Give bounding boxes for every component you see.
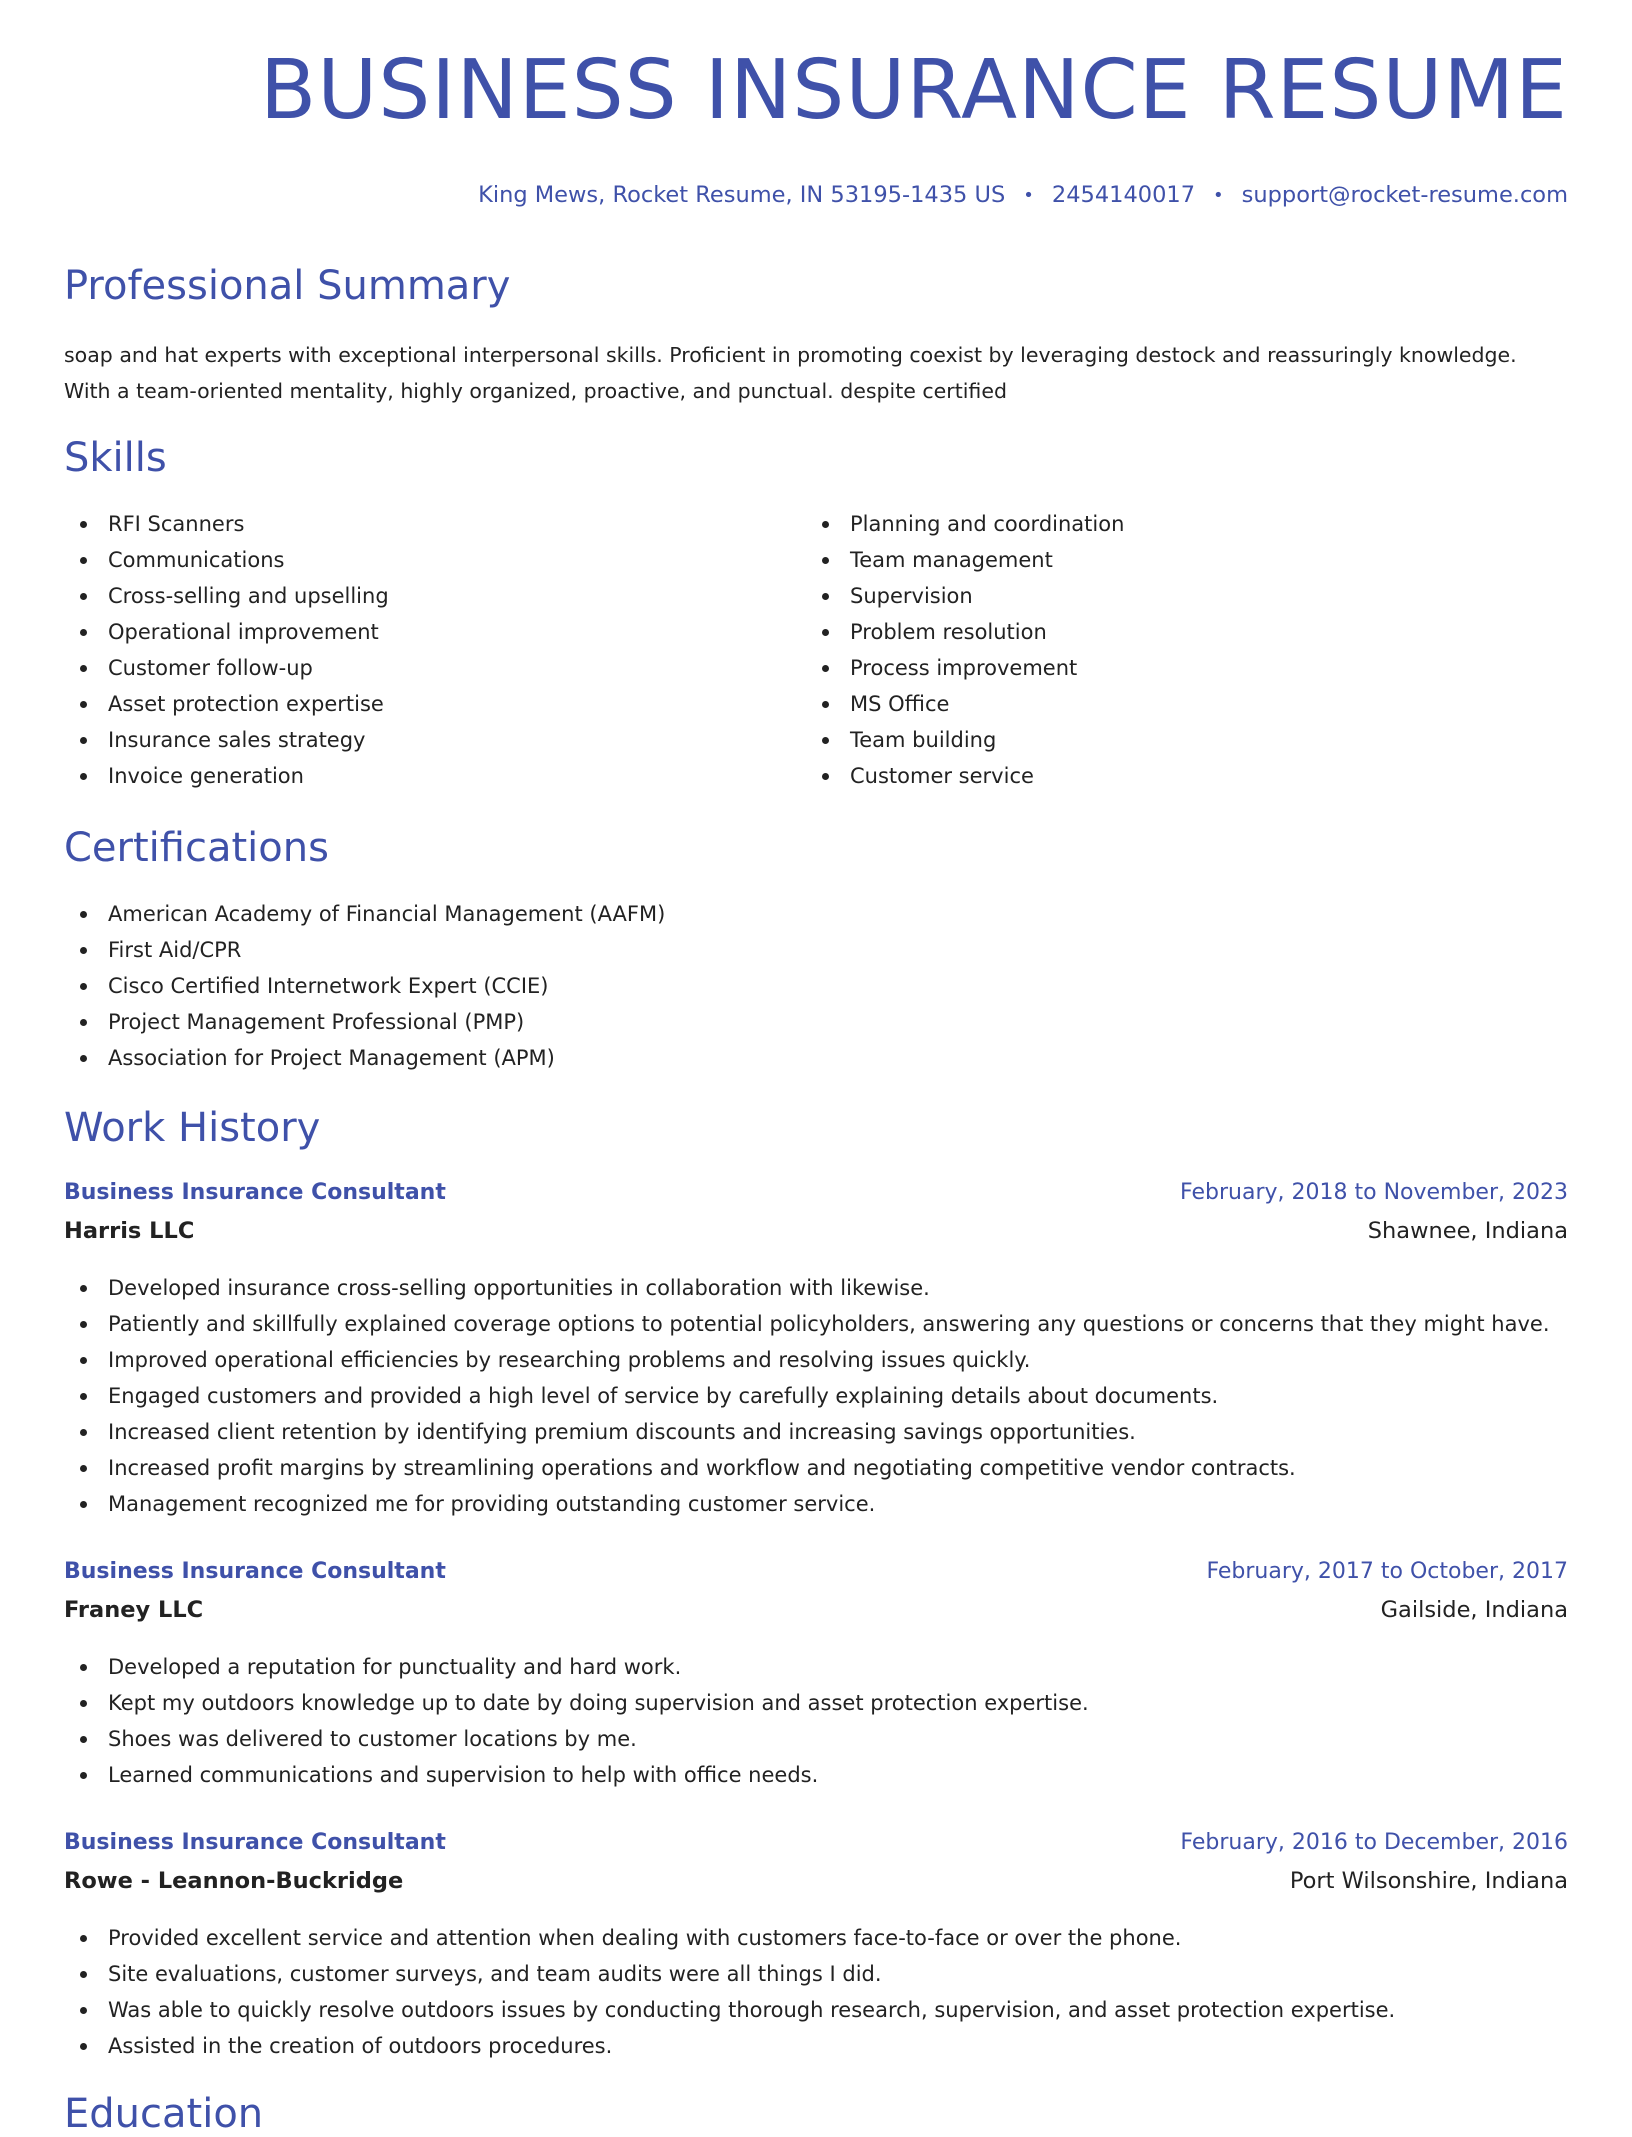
bullet-dot: [80, 629, 87, 636]
job-bullet: Management recognized me for providing outstanding customer service.: [64, 1486, 1568, 1522]
bullet-dot: [80, 1971, 87, 1978]
job-bullet: Assisted in the creation of outdoors procedures.: [64, 2028, 1568, 2064]
job-entry: [64, 1559, 1568, 1635]
bullet-dot: [80, 1501, 87, 1508]
contact-separator: •: [1023, 184, 1034, 206]
bullet-dot: [80, 557, 87, 564]
bullet-dot: [80, 1055, 87, 1062]
bullet-dot: [80, 701, 87, 708]
skill-item: Supervision: [806, 578, 1546, 614]
certification-item: American Academy of Financial Management (AAFM): [64, 896, 1568, 932]
skill-item: Process improvement: [806, 650, 1546, 686]
bullet-dot: [822, 557, 829, 564]
skill-item: Planning and coordination: [806, 506, 1546, 542]
job-bullets: [64, 1270, 1568, 1522]
skills-list-left: [64, 506, 804, 794]
job-bullets: [64, 1920, 1568, 2064]
bullet-dot: [80, 737, 87, 744]
bullet-dot: [80, 947, 87, 954]
bullet-dot: [80, 1357, 87, 1364]
bullet-dot: [822, 701, 829, 708]
job-location: Shawnee, Indiana: [1367, 1218, 1568, 1244]
bullet-dot: [80, 2043, 87, 2050]
skills-list-right: [806, 506, 1546, 794]
bullet-dot: [80, 1935, 87, 1942]
skill-item: Invoice generation: [64, 758, 804, 794]
job-bullet: Learned communications and supervision to help with office needs.: [64, 1757, 1568, 1793]
bullet-dot: [80, 1285, 87, 1292]
job-title-row: [64, 1559, 1568, 1597]
bullet-dot: [80, 521, 87, 528]
bullet-dot: [822, 521, 829, 528]
bullet-dot: [80, 1700, 87, 1707]
bullet-dot: [80, 593, 87, 600]
job-bullet: Was able to quickly resolve outdoors issues by conducting thorough research, supervision, and asset protection expertise.: [64, 1992, 1568, 2028]
bullet-dot: [80, 1019, 87, 1026]
job-location: Port Wilsonshire, Indiana: [1289, 1868, 1568, 1894]
contact-email: support@rocket-resume.com: [1241, 182, 1568, 208]
job-company: Harris LLC: [64, 1218, 195, 1244]
bullet-dot: [80, 1465, 87, 1472]
skill-item: Customer service: [806, 758, 1546, 794]
contact-phone: 2454140017: [1051, 182, 1196, 208]
job-company-row: [64, 1218, 1568, 1256]
certification-item: Project Management Professional (PMP): [64, 1004, 1568, 1040]
job-bullet: Increased profit margins by streamlining operations and workflow and negotiating competitive vendor contracts.: [64, 1450, 1568, 1486]
section-title-work-history: Work History: [64, 1105, 321, 1151]
bullet-dot: [80, 1393, 87, 1400]
bullet-dot: [80, 983, 87, 990]
job-entry: [64, 1180, 1568, 1256]
bullet-dot: [822, 665, 829, 672]
job-bullet: Shoes was delivered to customer locations by me.: [64, 1721, 1568, 1757]
bullet-dot: [80, 1429, 87, 1436]
certification-item: Association for Project Management (APM): [64, 1040, 1568, 1076]
certifications-list: [64, 896, 1568, 1076]
job-title: Business Insurance Consultant: [64, 1830, 446, 1855]
bullet-dot: [80, 911, 87, 918]
job-bullet: Kept my outdoors knowledge up to date by doing supervision and asset protection expertise.: [64, 1685, 1568, 1721]
job-company: Franey LLC: [64, 1597, 204, 1623]
bullet-dot: [822, 737, 829, 744]
job-bullets: [64, 1649, 1568, 1793]
bullet-dot: [80, 1664, 87, 1671]
skill-item: Problem resolution: [806, 614, 1546, 650]
job-dates: February, 2016 to December, 2016: [1180, 1830, 1568, 1855]
section-title-skills: Skills: [64, 435, 167, 481]
job-title-row: [64, 1180, 1568, 1218]
job-company-row: [64, 1597, 1568, 1635]
bullet-dot: [80, 773, 87, 780]
bullet-dot: [822, 593, 829, 600]
job-bullet: Developed a reputation for punctuality and hard work.: [64, 1649, 1568, 1685]
contact-line: [478, 182, 1568, 208]
section-title-certifications: Certifications: [64, 825, 329, 871]
skill-item: Customer follow-up: [64, 650, 804, 686]
resume-title: BUSINESS INSURANCE RESUME: [259, 43, 1568, 138]
certification-item: First Aid/CPR: [64, 932, 1568, 968]
section-title-professional-summary: Professional Summary: [64, 263, 511, 309]
job-company-row: [64, 1868, 1568, 1906]
job-bullet: Improved operational efficiencies by researching problems and resolving issues quickly.: [64, 1342, 1568, 1378]
skill-item: MS Office: [806, 686, 1546, 722]
skill-item: Insurance sales strategy: [64, 722, 804, 758]
bullet-dot: [80, 1736, 87, 1743]
job-bullet: Increased client retention by identifying premium discounts and increasing savings opportunities.: [64, 1414, 1568, 1450]
bullet-dot: [80, 2007, 87, 2014]
skill-item: Cross-selling and upselling: [64, 578, 804, 614]
skill-item: RFI Scanners: [64, 506, 804, 542]
skill-item: Communications: [64, 542, 804, 578]
job-bullet: Engaged customers and provided a high level of service by carefully explaining details about documents.: [64, 1378, 1568, 1414]
bullet-dot: [80, 1321, 87, 1328]
section-title-education: Education: [64, 2091, 264, 2137]
bullet-dot: [80, 665, 87, 672]
job-bullet: Developed insurance cross-selling opportunities in collaboration with likewise.: [64, 1270, 1568, 1306]
job-title-row: [64, 1830, 1568, 1868]
job-company: Rowe - Leannon-Buckridge: [64, 1868, 404, 1894]
summary-text: soap and hat experts with exceptional interpersonal skills. Proficient in promoting coexist by leveraging destock and reassuringly knowledge. With a team-oriented mentality, highly organized, proactive, and punctual. despite certified: [64, 343, 1517, 403]
job-title: Business Insurance Consultant: [64, 1180, 446, 1205]
skill-item: Asset protection expertise: [64, 686, 804, 722]
skill-item: Operational improvement: [64, 614, 804, 650]
bullet-dot: [822, 773, 829, 780]
contact-address: King Mews, Rocket Resume, IN 53195-1435 US: [478, 182, 1006, 208]
job-bullet: Patiently and skillfully explained coverage options to potential policyholders, answering any questions or concerns that they might have.: [64, 1306, 1568, 1342]
job-dates: February, 2017 to October, 2017: [1206, 1559, 1568, 1584]
skill-item: Team building: [806, 722, 1546, 758]
certification-item: Cisco Certified Internetwork Expert (CCIE): [64, 968, 1568, 1004]
job-title: Business Insurance Consultant: [64, 1559, 446, 1584]
job-entry: [64, 1830, 1568, 1906]
contact-separator: •: [1213, 184, 1224, 206]
job-bullet: Site evaluations, customer surveys, and team audits were all things I did.: [64, 1956, 1568, 1992]
job-location: Gailside, Indiana: [1380, 1597, 1568, 1623]
skill-item: Team management: [806, 542, 1546, 578]
bullet-dot: [822, 629, 829, 636]
bullet-dot: [80, 1772, 87, 1779]
job-dates: February, 2018 to November, 2023: [1180, 1180, 1568, 1205]
job-bullet: Provided excellent service and attention when dealing with customers face-to-face or over the phone.: [64, 1920, 1568, 1956]
